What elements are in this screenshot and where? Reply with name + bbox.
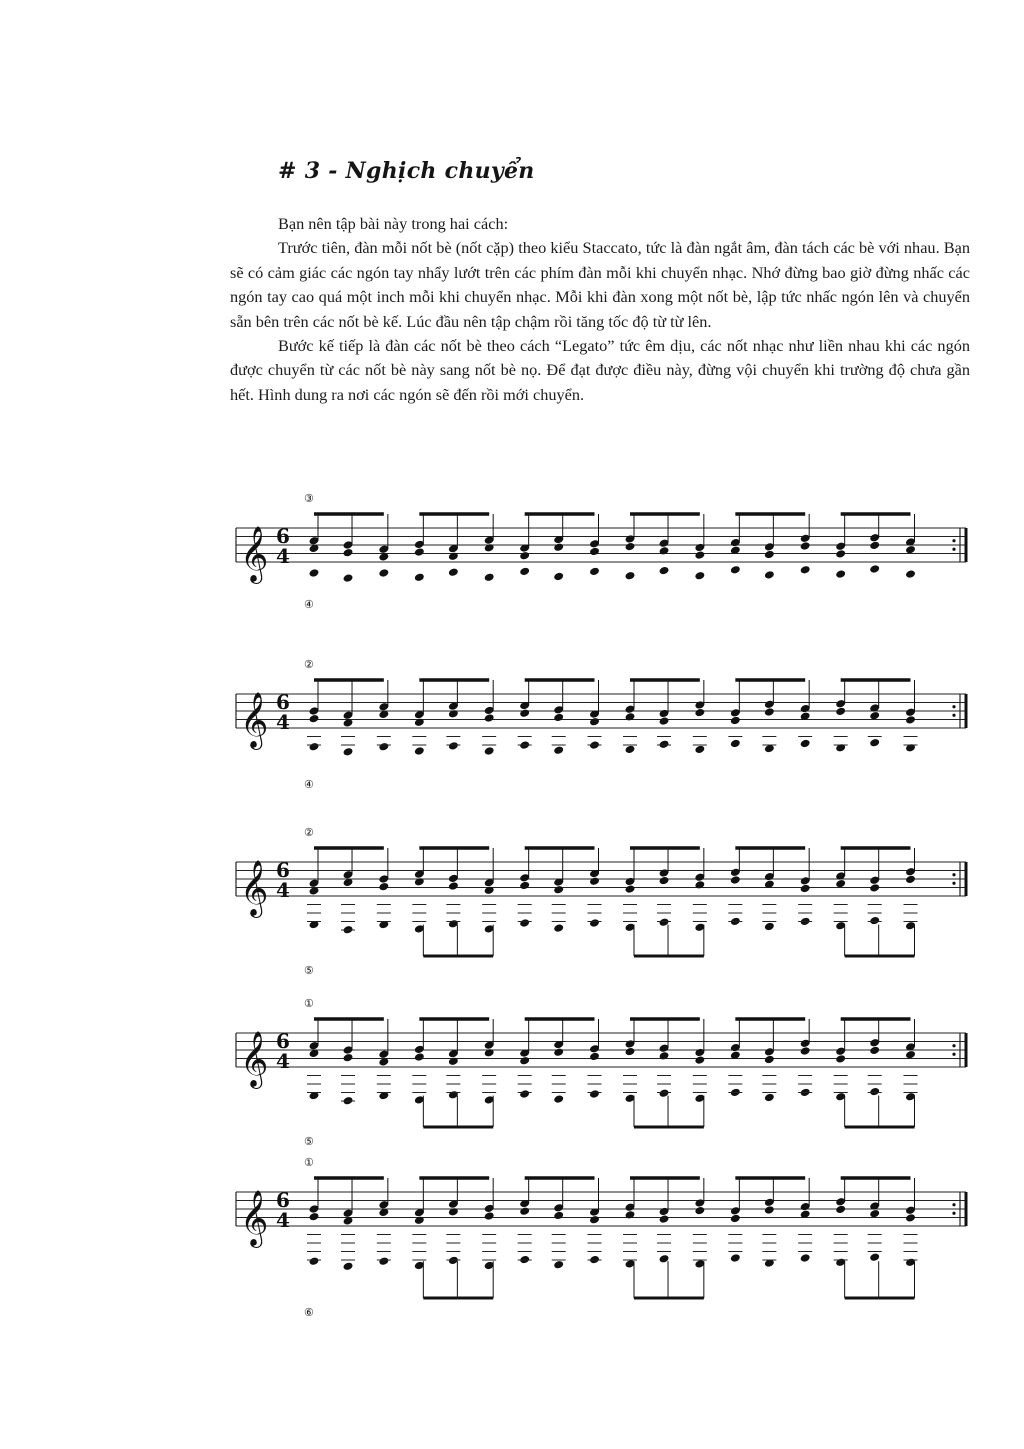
- lower-notehead: [553, 745, 564, 755]
- lower-notehead: [414, 746, 425, 756]
- upper-notehead: [869, 1046, 880, 1056]
- lower-notehead: [553, 1094, 564, 1104]
- lower-notehead: [484, 573, 495, 583]
- upper-notehead: [694, 880, 705, 890]
- string-number-lower: ⑤: [304, 964, 314, 977]
- lower-notehead: [869, 1087, 880, 1097]
- upper-notehead: [835, 1205, 846, 1215]
- repeat-dot: [952, 705, 955, 708]
- upper-notehead: [484, 1211, 495, 1221]
- lower-notehead: [869, 738, 880, 748]
- upper-notehead: [694, 1055, 705, 1065]
- lower-notehead: [448, 567, 459, 577]
- upper-notehead: [764, 1205, 775, 1215]
- string-number-lower: ④: [304, 598, 314, 611]
- string-number-upper: ③: [304, 492, 314, 505]
- lower-notehead: [589, 918, 600, 928]
- repeat-dot: [952, 539, 955, 542]
- upper-notehead: [378, 882, 389, 892]
- lower-notehead: [589, 567, 600, 577]
- upper-notehead: [869, 1209, 880, 1219]
- upper-notehead: [659, 1051, 670, 1061]
- upper-notehead: [589, 1215, 600, 1225]
- lower-notehead: [764, 922, 775, 932]
- upper-notehead: [905, 715, 916, 725]
- upper-notehead: [625, 1210, 636, 1220]
- lower-notehead: [625, 571, 636, 581]
- time-signature-top: 6: [276, 1188, 290, 1212]
- lower-notehead: [378, 1256, 389, 1266]
- lower-notehead: [694, 745, 705, 755]
- repeat-dot: [952, 882, 955, 885]
- repeat-dot: [952, 1203, 955, 1206]
- upper-notehead: [343, 548, 354, 558]
- upper-notehead: [905, 1213, 916, 1223]
- upper-notehead: [800, 1046, 811, 1056]
- upper-notehead: [800, 541, 811, 551]
- upper-notehead: [800, 884, 811, 894]
- upper-notehead: [835, 707, 846, 717]
- upper-notehead: [835, 549, 846, 559]
- lower-notehead: [625, 745, 636, 755]
- string-number-lower: ⑤: [304, 1135, 314, 1148]
- lower-notehead: [519, 567, 530, 577]
- upper-notehead: [694, 550, 705, 560]
- upper-notehead: [519, 551, 530, 561]
- upper-notehead: [589, 1052, 600, 1062]
- lower-notehead: [905, 569, 916, 579]
- lower-notehead: [553, 572, 564, 582]
- lower-notehead: [343, 747, 354, 757]
- upper-notehead: [764, 550, 775, 560]
- lower-notehead: [869, 916, 880, 926]
- treble-clef-icon: 𝄞: [240, 1190, 269, 1246]
- lower-notehead: [448, 741, 459, 751]
- upper-notehead: [553, 542, 564, 552]
- upper-notehead: [589, 876, 600, 886]
- lower-notehead: [659, 566, 670, 576]
- upper-notehead: [519, 1206, 530, 1216]
- section-heading: # 3 - Nghịch chuyển: [278, 158, 535, 184]
- repeat-dot: [952, 1212, 955, 1215]
- upper-notehead: [659, 876, 670, 886]
- lower-notehead: [589, 1089, 600, 1099]
- upper-notehead: [625, 542, 636, 552]
- upper-notehead: [343, 1053, 354, 1063]
- upper-notehead: [553, 885, 564, 895]
- upper-notehead: [414, 877, 425, 887]
- upper-notehead: [659, 1214, 670, 1224]
- lower-notehead: [519, 918, 530, 928]
- upper-notehead: [764, 707, 775, 717]
- upper-notehead: [730, 875, 741, 885]
- string-number-upper: ②: [304, 826, 314, 839]
- upper-notehead: [625, 1047, 636, 1057]
- upper-notehead: [448, 1057, 459, 1067]
- upper-notehead: [589, 717, 600, 727]
- lower-notehead: [869, 1252, 880, 1262]
- lower-notehead: [553, 1260, 564, 1270]
- lower-notehead: [835, 743, 846, 753]
- lower-notehead: [343, 573, 354, 583]
- lower-notehead: [800, 1253, 811, 1263]
- time-signature-top: 6: [276, 858, 290, 882]
- upper-notehead: [553, 1047, 564, 1057]
- string-number-lower: ④: [304, 778, 314, 791]
- lower-notehead: [905, 743, 916, 753]
- repeat-dot: [952, 1053, 955, 1056]
- string-number-upper: ②: [304, 658, 314, 671]
- upper-notehead: [730, 1214, 741, 1224]
- lower-notehead: [835, 569, 846, 579]
- upper-notehead: [659, 546, 670, 556]
- time-signature-top: 6: [276, 1029, 290, 1053]
- upper-notehead: [869, 541, 880, 551]
- lower-notehead: [343, 1262, 354, 1272]
- upper-notehead: [414, 1052, 425, 1062]
- upper-notehead: [764, 1055, 775, 1065]
- upper-notehead: [589, 547, 600, 557]
- upper-notehead: [484, 543, 495, 553]
- upper-notehead: [625, 884, 636, 894]
- upper-notehead: [309, 714, 320, 724]
- upper-notehead: [835, 879, 846, 889]
- time-signature-top: 6: [276, 690, 290, 714]
- lower-notehead: [309, 568, 320, 578]
- repeat-dot: [952, 873, 955, 876]
- lower-notehead: [764, 570, 775, 580]
- upper-notehead: [694, 708, 705, 718]
- upper-notehead: [905, 545, 916, 555]
- string-number-lower: ⑥: [304, 1306, 314, 1319]
- lower-notehead: [730, 565, 741, 575]
- repeat-dot: [952, 1044, 955, 1047]
- treble-clef-icon: 𝄞: [240, 860, 269, 916]
- upper-notehead: [694, 1206, 705, 1216]
- lower-notehead: [659, 740, 670, 750]
- lower-notehead: [553, 923, 564, 933]
- lower-notehead: [764, 1093, 775, 1103]
- treble-clef-icon: 𝄞: [240, 692, 269, 748]
- lower-notehead: [484, 746, 495, 756]
- lower-notehead: [309, 1256, 320, 1266]
- time-signature-top: 6: [276, 524, 290, 548]
- staccato-paragraph: Trước tiên, đàn mỗi nốt bè (nốt cặp) theo kiểu Staccato, tức là đàn ngắt âm, đàn tách các bè với nhau. Bạn sẽ có cảm giác các ngón tay nhẩy lướt trên các phím đàn mỗi khi chuyển nhạc. Nhớ đừng bao giờ đừng nhấc các ngón tay cao quá một inch mỗi khi chuyển nhạc. Mỗi khi đàn xong một nốt bè, lập tức nhấc ngón lên và chuyển sẵn bên trên các nốt bè kế. Lúc đầu nên tập chậm rồi tăng tốc độ từ từ lên.: [230, 238, 970, 331]
- lower-notehead: [800, 739, 811, 749]
- upper-notehead: [448, 709, 459, 719]
- repeat-dot: [952, 714, 955, 717]
- upper-notehead: [519, 1056, 530, 1066]
- upper-notehead: [869, 711, 880, 721]
- lower-notehead: [378, 742, 389, 752]
- upper-notehead: [519, 881, 530, 891]
- lower-notehead: [730, 1253, 741, 1263]
- upper-notehead: [905, 1050, 916, 1060]
- upper-notehead: [835, 1054, 846, 1064]
- upper-notehead: [625, 712, 636, 722]
- upper-notehead: [519, 708, 530, 718]
- string-number-upper: ①: [304, 1156, 314, 1169]
- upper-notehead: [448, 1207, 459, 1217]
- time-signature-bottom: 4: [276, 544, 290, 568]
- upper-notehead: [730, 716, 741, 726]
- upper-notehead: [414, 547, 425, 557]
- repeat-dot: [952, 548, 955, 551]
- treble-clef-icon: 𝄞: [240, 1031, 269, 1087]
- lower-notehead: [309, 742, 320, 752]
- lower-notehead: [414, 573, 425, 583]
- upper-notehead: [414, 1216, 425, 1226]
- treble-clef-icon: 𝄞: [240, 526, 269, 582]
- upper-notehead: [905, 875, 916, 885]
- lower-notehead: [869, 564, 880, 574]
- intro-paragraph: Bạn nên tập bài này trong hai cách:: [278, 214, 509, 233]
- lower-notehead: [694, 571, 705, 581]
- upper-notehead: [869, 883, 880, 893]
- upper-notehead: [448, 881, 459, 891]
- lower-notehead: [519, 1089, 530, 1099]
- upper-notehead: [553, 1211, 564, 1221]
- lower-notehead: [378, 568, 389, 578]
- time-signature-bottom: 4: [276, 1049, 290, 1073]
- legato-paragraph: Bước kế tiếp là đàn các nốt bè theo cách “Legato” tức êm dịu, các nốt nhạc như liền nhau khi các ngón được chuyển từ các nốt bè này sang nốt bè nọ. Để đạt được điều này, đừng vội chuyển khi trường độ chưa gần hết. Hình dung ra nơi các ngón sẽ đến rồi mới chuyển.: [230, 336, 970, 404]
- lower-notehead: [800, 565, 811, 575]
- upper-notehead: [484, 1048, 495, 1058]
- upper-notehead: [414, 718, 425, 728]
- string-number-upper: ①: [304, 997, 314, 1010]
- time-signature-bottom: 4: [276, 878, 290, 902]
- lower-notehead: [730, 739, 741, 749]
- upper-notehead: [553, 713, 564, 723]
- upper-notehead: [659, 716, 670, 726]
- upper-notehead: [309, 1212, 320, 1222]
- time-signature-bottom: 4: [276, 710, 290, 734]
- upper-notehead: [484, 886, 495, 896]
- upper-notehead: [484, 713, 495, 723]
- time-signature-bottom: 4: [276, 1208, 290, 1232]
- upper-notehead: [448, 552, 459, 562]
